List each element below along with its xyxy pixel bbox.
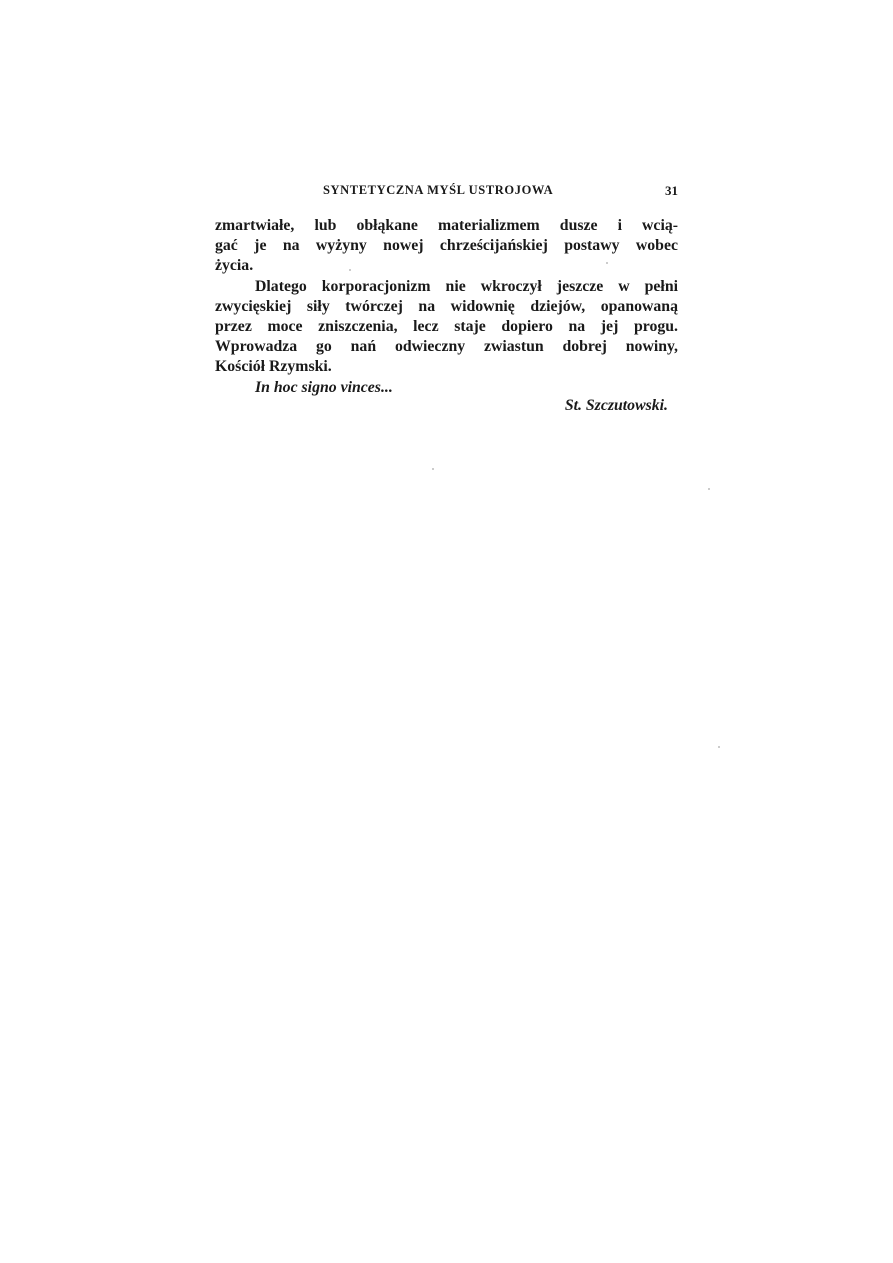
text-line: gać je na wyżyny nowej chrześcijańskiej postawy wobec xyxy=(215,237,678,255)
page-number: 31 xyxy=(665,183,678,198)
paper-speck xyxy=(718,746,720,748)
text-line: zwycięskiej siły twórczej na widownię dziejów, opanowaną xyxy=(215,297,678,315)
paper-speck xyxy=(606,262,608,264)
motto-line: In hoc signo vinces... xyxy=(255,378,393,396)
paper-speck xyxy=(349,269,351,271)
running-head xyxy=(215,183,678,203)
paper-speck xyxy=(432,468,434,470)
paper-speck xyxy=(708,488,710,490)
text-line: Dlatego korporacjonizm nie wkroczył jeszcze w pełni xyxy=(255,277,678,295)
text-line: Kościół Rzymski. xyxy=(215,358,332,376)
text-line: przez moce zniszczenia, lecz staje dopiero na jej progu. xyxy=(215,317,678,335)
body-text xyxy=(215,216,678,398)
author-signature: St. Szczutowski. xyxy=(564,397,668,414)
text-line: Wprowadza go nań odwieczny zwiastun dobrej nowiny, xyxy=(215,338,678,356)
text-line: życia. xyxy=(215,257,254,275)
text-line: zmartwiałe, lub obłąkane materializmem dusze i wcią- xyxy=(215,217,678,234)
running-title: SYNTETYCZNA MYŚL USTROJOWA xyxy=(323,183,554,197)
